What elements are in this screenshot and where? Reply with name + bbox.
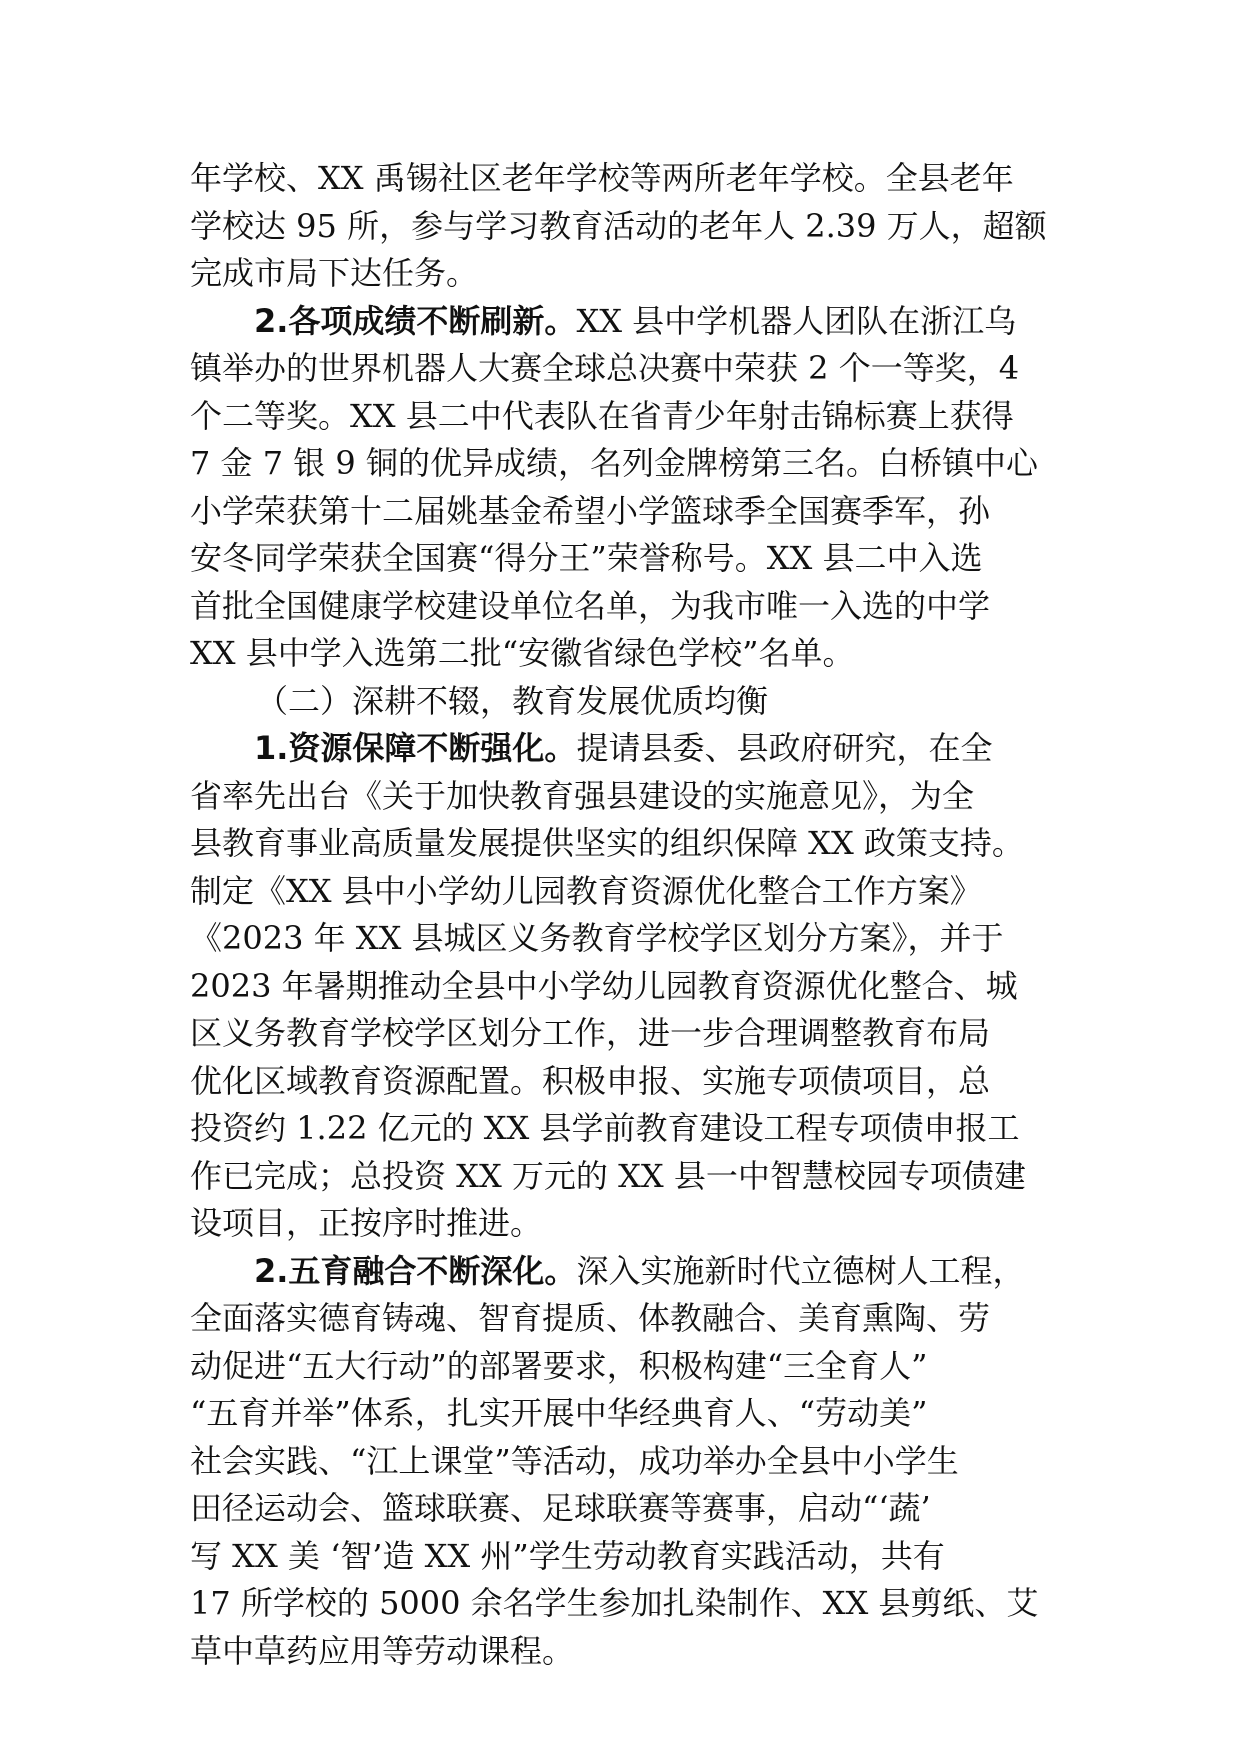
line-text: 制定《XX 县中小学幼儿园教育资源优化整合工作方案》	[190, 871, 982, 910]
line-text: “五育并举”体系，扎实开展中华经典育人、“劳动美”	[190, 1394, 928, 1432]
line-text: 深入实施新时代立德树人工程，	[576, 1251, 1025, 1290]
text-line	[190, 1010, 1070, 1058]
text-line	[190, 488, 1070, 536]
line-text: 草中草药应用等劳动课程。	[190, 1631, 575, 1670]
line-text: 社会实践、“江上课堂”等活动，成功举办全县中小学生	[190, 1441, 959, 1480]
text-line	[190, 630, 1070, 678]
text-line	[190, 203, 1070, 251]
text-line	[190, 393, 1070, 441]
item-heading: 2.五育融合不断深化。	[254, 1251, 577, 1290]
line-text: 《2023 年 XX 县城区义务教育学校学区划分方案》，并于	[190, 919, 1004, 957]
line-text: XX 县中学机器人团队在浙江乌	[576, 301, 1017, 340]
text-line	[190, 1343, 1070, 1391]
section-heading	[190, 678, 1070, 726]
text-line	[190, 440, 1070, 488]
text-line	[190, 1580, 1070, 1628]
text-line	[190, 963, 1070, 1011]
line-text: 设项目，正按序时推进。	[190, 1204, 543, 1242]
text-line	[190, 535, 1070, 583]
line-text: 7 金 7 银 9 铜的优异成绩，名列金牌榜第三名。白桥镇中心	[190, 444, 1038, 482]
text-line	[190, 1533, 1070, 1581]
line-text: 17 所学校的 5000 余名学生参加扎染制作、XX 县剪纸、艾	[190, 1584, 1039, 1622]
line-text: 镇举办的世界机器人大赛全球总决赛中荣获 2 个一等奖，4	[190, 349, 1020, 387]
line-text: 首批全国健康学校建设单位名单，为我市唯一入选的中学	[190, 586, 991, 625]
text-line	[190, 820, 1070, 868]
line-text: 作已完成；总投资 XX 万元的 XX 县一中智慧校园专项债建	[190, 1156, 1026, 1195]
text-line	[190, 915, 1070, 963]
text-line	[190, 1628, 1070, 1676]
text-line	[190, 1248, 1070, 1296]
line-text: 省率先出台《关于加快教育强县建设的实施意见》，为全	[190, 776, 975, 815]
text-line	[190, 1153, 1070, 1201]
line-text: 全面落实德育铸魂、智育提质、体教融合、美育熏陶、劳	[190, 1299, 991, 1337]
text-line	[190, 298, 1070, 346]
line-text: 2023 年暑期推动全县中小学幼儿园教育资源优化整合、城	[190, 966, 1018, 1005]
line-text: 县教育事业高质量发展提供坚实的组织保障 XX 政策支持。	[190, 824, 1024, 862]
text-line	[190, 773, 1070, 821]
line-text: 安冬同学荣获全国赛“得分王”荣誉称号。XX 县二中入选	[190, 539, 983, 577]
text-line	[190, 250, 1070, 298]
text-line	[190, 725, 1070, 773]
line-text: 提请县委、县政府研究，在全	[576, 729, 993, 767]
text-line	[190, 1390, 1070, 1438]
text-line	[190, 155, 1070, 203]
text-line	[190, 1485, 1070, 1533]
document-page	[190, 155, 1070, 1675]
line-text: 完成市局下达任务。	[190, 254, 479, 292]
text-line	[190, 1295, 1070, 1343]
line-text: 田径运动会、篮球联赛、足球联赛等赛事，启动“‘蔬’	[190, 1489, 931, 1527]
item-heading: 2.各项成绩不断刷新。	[254, 301, 577, 340]
text-line	[190, 345, 1070, 393]
line-text: 年学校、XX 禹锡社区老年学校等两所老年学校。全县老年	[190, 159, 1014, 197]
line-text: 写 XX 美 ‘智’造 XX 州”学生劳动教育实践活动，共有	[190, 1536, 945, 1575]
line-text: 动促进“五大行动”的部署要求，积极构建“三全育人”	[190, 1346, 928, 1385]
text-line	[190, 1058, 1070, 1106]
text-line	[190, 1438, 1070, 1486]
text-line	[190, 583, 1070, 631]
line-text: 优化区域教育资源配置。积极申报、实施专项债项目，总	[190, 1061, 991, 1100]
line-text: 区义务教育学校学区划分工作，进一步合理调整教育布局	[190, 1014, 991, 1052]
item-heading: 1.资源保障不断强化。	[254, 729, 577, 767]
line-text: 小学荣获第十二届姚基金希望小学篮球季全国赛季军，孙	[190, 491, 991, 530]
line-text: XX 县中学入选第二批“安徽省绿色学校”名单。	[190, 634, 855, 672]
line-text: 学校达 95 所，参与学习教育活动的老年人 2.39 万人，超额	[190, 206, 1047, 245]
text-line	[190, 868, 1070, 916]
line-text: 个二等奖。XX 县二中代表队在省青少年射击锦标赛上获得	[190, 396, 1014, 435]
text-line	[190, 1200, 1070, 1248]
line-text: 投资约 1.22 亿元的 XX 县学前教育建设工程专项债申报工	[190, 1109, 1020, 1147]
line-text: （二）深耕不辍，教育发展优质均衡	[256, 681, 769, 720]
text-line	[190, 1105, 1070, 1153]
